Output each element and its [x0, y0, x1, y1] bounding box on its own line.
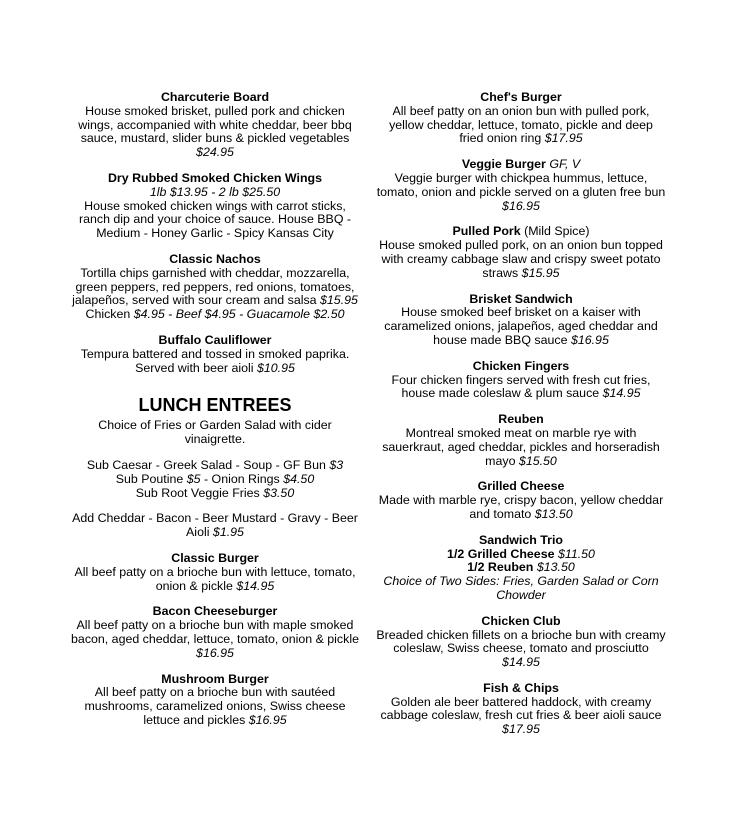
lunch-intro: Choice of Fries or Garden Salad with cider vinaigrette. — [98, 418, 332, 447]
item-description: All beef patty on a brioche bun with lettuce, tomato, onion & pickle $14.95 — [74, 564, 356, 593]
item-price: $14.95 — [502, 655, 540, 670]
item-price: $15.50 — [518, 453, 557, 468]
item-title: Mushroom Burger — [161, 671, 269, 686]
item-price: $16.95 — [196, 645, 234, 660]
item-price: $15.95 — [320, 293, 358, 308]
menu-item-chicken-wings — [70, 172, 360, 241]
item-title: Pulled Pork (Mild Spice) — [452, 224, 590, 239]
menu-item-chefs-burger — [376, 91, 666, 146]
menu-item-brisket-sandwich — [376, 293, 666, 348]
item-price: $14.95 — [602, 386, 641, 401]
item-price: $17.95 — [502, 722, 540, 737]
lunch-addons: Add Cheddar - Bacon - Beer Mustard - Gravy - Beer Aioli $1.95 — [72, 511, 358, 540]
menu-item-pulled-pork — [376, 225, 666, 280]
item-description: Montreal smoked meat on marble rye with sauerkraut, aged cheddar, pickles and horseradish mayo $15.50 — [382, 425, 660, 468]
right-column — [376, 91, 666, 749]
item-title: Bacon Cheeseburger — [152, 604, 278, 619]
item-description: All beef patty on a brioche bun with maple smoked bacon, aged cheddar, lettuce, tomato, onion & pickle $16.95 — [71, 618, 359, 660]
lunch-substitutions: Sub Caesar - Greek Salad - Soup - GF Bun $3 Sub Poutine $5 - Onion Rings $4.50 Sub Root Veggie Fries $3.50 — [86, 457, 344, 500]
item-title: Classic Nachos — [169, 251, 261, 266]
item-title: Reuben — [498, 412, 544, 427]
item-description: All beef patty on an onion bun with pulled pork, yellow cheddar, lettuce, tomato, pickle and deep fried onion ring $17.95 — [389, 103, 653, 146]
spice-tag: (Mild Spice) — [524, 224, 590, 239]
item-price: 1lb $13.95 - 2 lb $25.50 — [149, 184, 281, 199]
item-description: House smoked brisket, pulled pork and chicken wings, accompanied with white cheddar, beer bbq sauce, mustard, slider buns & pickled vegetables $24.95 — [78, 103, 352, 160]
item-title: Veggie Burger GF, V — [461, 157, 581, 172]
menu-item-grilled-cheese — [376, 480, 666, 521]
left-column — [70, 91, 360, 740]
item-title: Brisket Sandwich — [469, 291, 573, 306]
menu-item-chicken-fingers — [376, 360, 666, 401]
menu-item-fish-and-chips — [376, 682, 666, 737]
item-description: House smoked beef brisket on a kaiser with caramelized onions, jalapeños, aged cheddar and house made BBQ sauce $16.95 — [384, 305, 658, 347]
trio-option: 1/2 Grilled Cheese $11.50 — [447, 546, 595, 561]
menu-item-classic-nachos — [70, 253, 360, 322]
menu-item-chicken-club — [376, 615, 666, 670]
item-title: Chef's Burger — [480, 90, 562, 104]
menu-item-sandwich-trio — [376, 534, 666, 603]
item-price: $13.50 — [534, 506, 573, 521]
item-description: Veggie burger with chickpea hummus, lettuce, tomato, onion and pickle served on a gluten free bun $16.95 — [376, 170, 666, 213]
menu-item-bacon-cheeseburger — [70, 605, 360, 660]
item-price: $14.95 — [236, 578, 275, 593]
dietary-tag: GF, V — [549, 157, 581, 172]
section-heading-lunch-entrees: LUNCH ENTREES — [138, 395, 292, 416]
item-price: $24.95 — [196, 145, 234, 160]
item-title: Fish & Chips — [483, 680, 559, 695]
item-description: Tempura battered and tossed in smoked paprika. Served with beer aioli $10.95 — [80, 346, 350, 375]
item-price: $16.95 — [502, 198, 540, 213]
item-price: $15.95 — [521, 265, 560, 280]
item-title: Grilled Cheese — [477, 479, 565, 494]
item-title: Classic Burger — [171, 550, 259, 565]
item-description: All beef patty on a brioche bun with sautéed mushrooms, caramelized onions, Swiss cheese lettuce and pickles $16.95 — [84, 685, 346, 727]
trio-option: 1/2 Reuben $13.50 — [467, 560, 575, 575]
menu-item-reuben — [376, 413, 666, 468]
item-description: Tortilla chips garnished with cheddar, mozzarella, green peppers, red peppers, red onions, tomatoes, jalapeños, served with sour cream and salsa $15.95 — [72, 265, 358, 308]
item-title: Dry Rubbed Smoked Chicken Wings — [107, 170, 322, 185]
menu-item-mushroom-burger — [70, 673, 360, 728]
item-title: Chicken Fingers — [472, 358, 570, 373]
item-description: Breaded chicken fillets on a brioche bun with creamy coleslaw, Swiss cheese, tomato and prosciutto $14.95 — [376, 627, 666, 670]
menu-item-buffalo-cauliflower — [70, 334, 360, 375]
item-description: Made with marble rye, crispy bacon, yellow cheddar and tomato $13.50 — [378, 493, 664, 521]
item-description: House smoked chicken wings with carrot sticks, ranch dip and your choice of sauce. House BBQ - Medium - Honey Garlic - Spicy Kansas City — [78, 198, 352, 241]
menu-item-veggie-burger — [376, 158, 666, 213]
item-description: Four chicken fingers served with fresh cut fries, house made coleslaw & plum sauce $14.95 — [391, 372, 651, 401]
item-price: $16.95 — [248, 712, 287, 727]
item-addons: Chicken $4.95 - Beef $4.95 - Guacamole $2.50 — [85, 307, 345, 322]
item-description: House smoked pulled pork, on an onion bun topped with creamy cabbage slaw and crispy sweet potato straws $15.95 — [379, 238, 663, 280]
menu-item-classic-burger — [70, 552, 360, 593]
item-title: Charcuterie Board — [160, 90, 270, 104]
item-price: $17.95 — [544, 131, 583, 146]
item-title: Chicken Club — [481, 613, 561, 628]
item-description: Golden ale beer battered haddock, with creamy cabbage coleslaw, fresh cut fries & beer aioli sauce $17.95 — [380, 694, 662, 737]
menu-item-charcuterie-board — [70, 91, 360, 160]
item-price: $10.95 — [257, 360, 295, 375]
trio-sides: Choice of Two Sides: Fries, Garden Salad or Corn Chowder — [383, 574, 659, 602]
item-title: Buffalo Cauliflower — [158, 332, 272, 347]
item-title: Sandwich Trio — [479, 532, 563, 547]
item-price: $16.95 — [570, 332, 609, 347]
